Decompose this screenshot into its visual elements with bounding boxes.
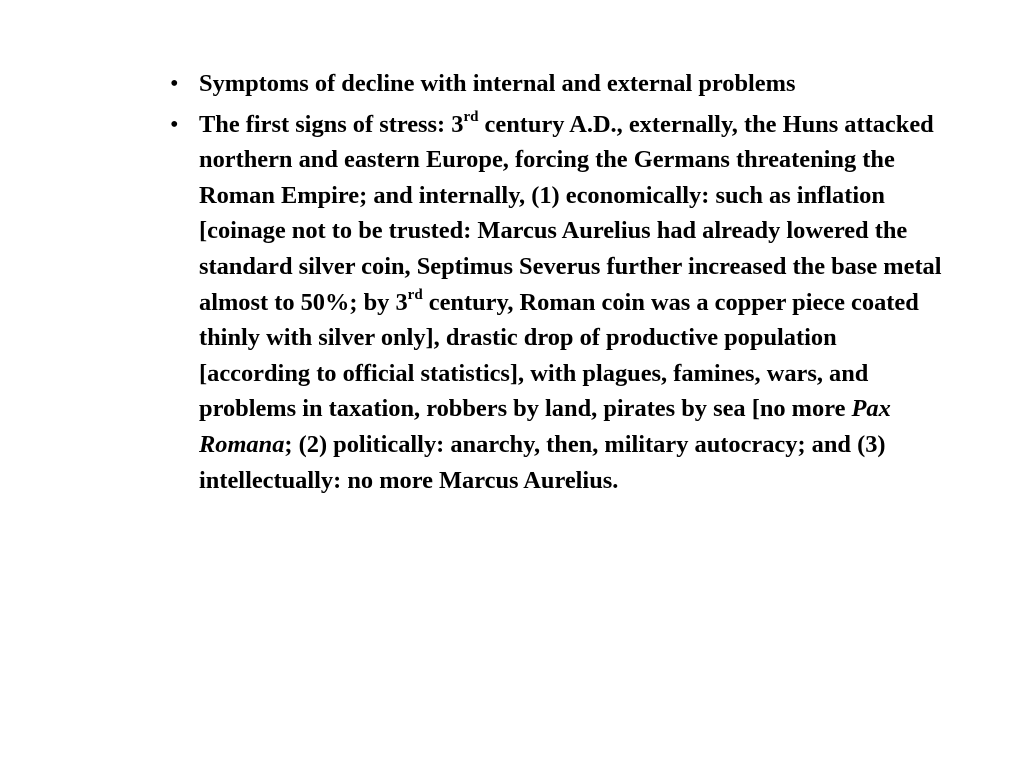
bullet-list <box>170 66 945 503</box>
superscript-ordinal: rd <box>463 109 479 126</box>
bullet-icon: • <box>170 110 179 138</box>
bullet-item-signs-of-stress <box>170 107 945 499</box>
bullet-text-part: century A.D., externally, the Huns attacked northern and eastern Europe, forcing the Germans threatening the Roman Empire; and internally, (1) economically: such as inflation [coinage not to be trusted: Marcus Aurelius had already lowered the standard silver coin, Septimus Severus further increased the base metal almost to 50%; by 3 <box>199 110 942 316</box>
bullet-text-part: century, Roman coin was a copper piece coated thinly with silver only], drastic drop of productive population [according to official statistics], with plagues, famines, wars, and problems in taxation, robbers by land, pirates by sea [no more <box>199 288 919 423</box>
superscript-ordinal: rd <box>407 287 423 304</box>
italic-term: Pax Romana <box>199 395 891 458</box>
bullet-text-part: ; (2) politically: anarchy, then, military autocracy; and (3) intellectually: no more Marcus Aurelius. <box>199 430 886 494</box>
bullet-text-part: The first signs of stress: 3 <box>199 110 464 138</box>
bullet-item-symptoms <box>170 66 945 102</box>
bullet-icon: • <box>170 70 179 97</box>
bullet-text: Symptoms of decline with internal and external problems <box>199 70 796 97</box>
